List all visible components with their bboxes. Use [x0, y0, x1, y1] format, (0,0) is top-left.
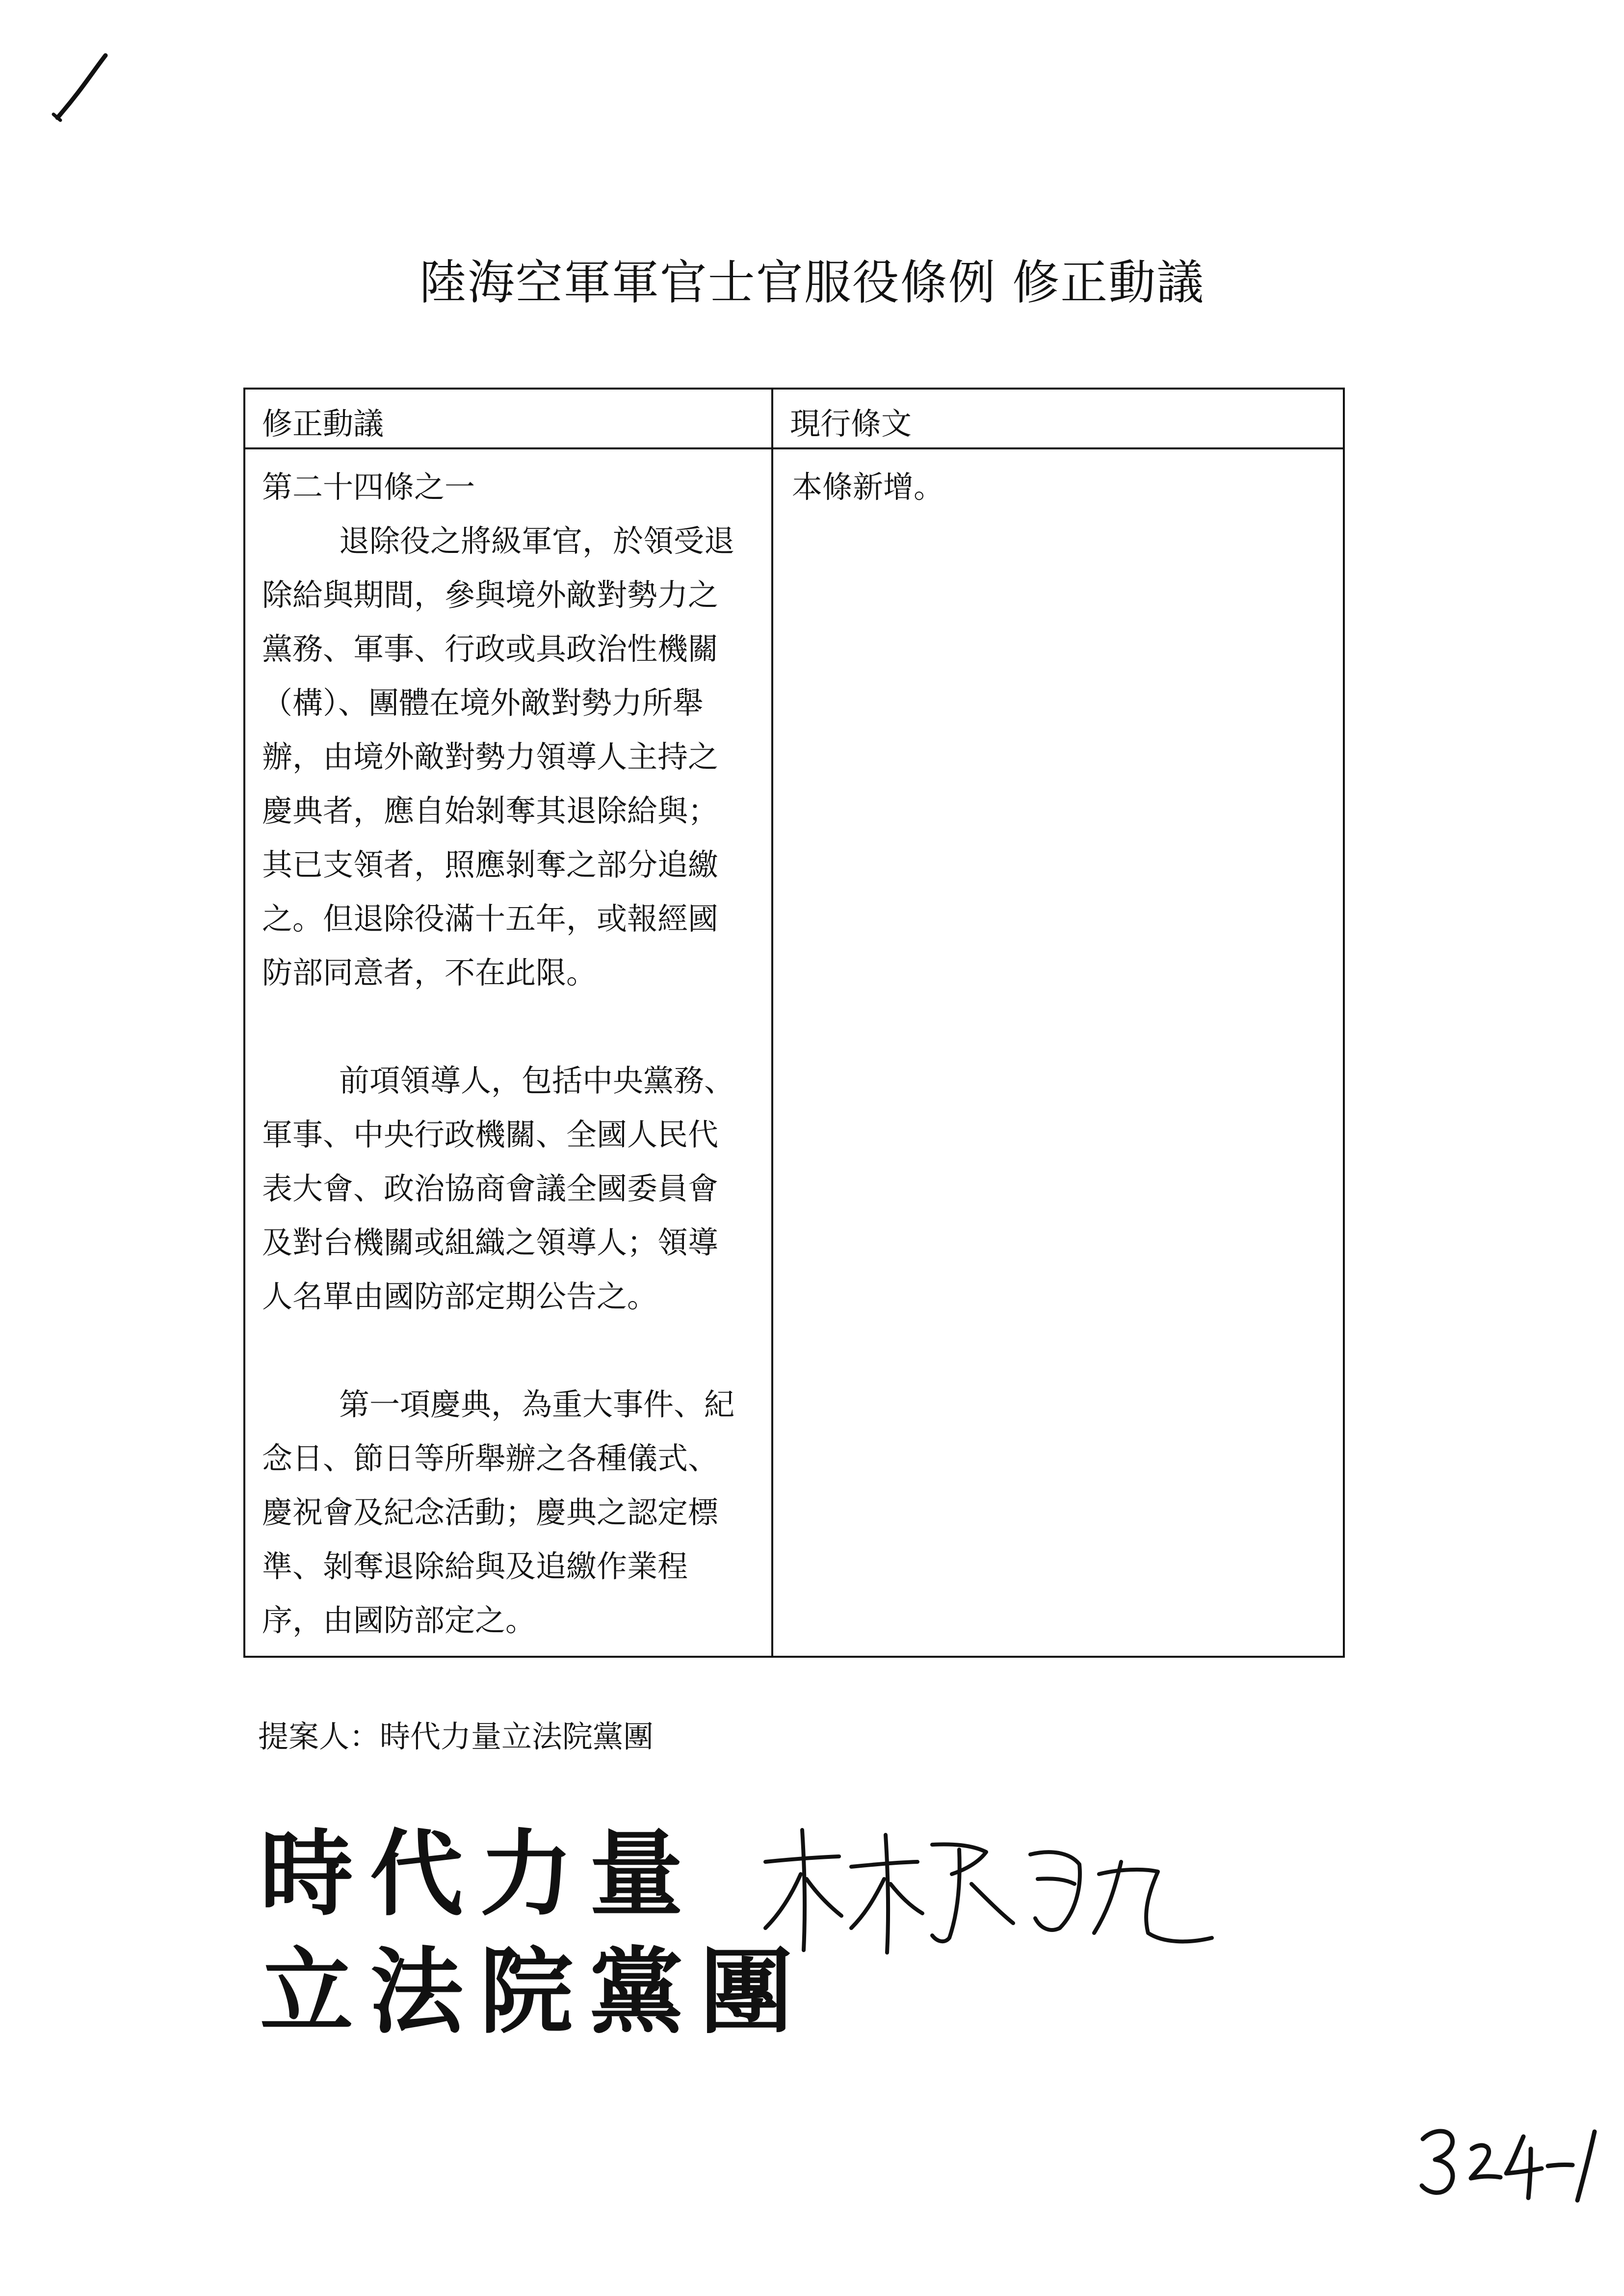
paragraph-2 — [262, 1054, 771, 1324]
header-cell-amendment — [245, 390, 773, 447]
paragraph-3 — [262, 1378, 771, 1647]
amendment-cell — [245, 449, 773, 1656]
header-cell-current — [773, 390, 1343, 447]
current-text-cell — [773, 449, 1343, 1656]
seal-line-1: 時代力量 — [260, 1819, 700, 1929]
text-line: 序，由國防部定之。 — [262, 1602, 536, 1638]
text-line: 防部同意者，不在此限。 — [262, 955, 597, 991]
text-line: 黨務、軍事、行政或具政治性機關 — [262, 631, 719, 667]
document-title: 陸海空軍軍官士官服役條例 修正動議 — [419, 255, 1205, 310]
current-text: 本條新增。 — [792, 469, 944, 505]
text-line: 表大會、政治協商會議全國委員會 — [262, 1171, 719, 1206]
text-line: （構）、團體在境外敵對勢力所舉 — [262, 685, 704, 721]
handwritten-signature — [756, 1815, 1227, 1962]
column-header-amendment: 修正動議 — [262, 406, 384, 442]
corner-mark — [47, 52, 115, 125]
text-line: 退除役之將級軍官，於領受退 — [339, 523, 735, 559]
party-seal-stamp — [260, 1815, 810, 2051]
table-body-row — [245, 449, 1343, 1656]
proposer-line: 提案人：時代力量立法院黨團 — [258, 1719, 654, 1754]
text-line: 辦，由境外敵對勢力領導人主持之 — [262, 739, 719, 775]
comparison-table — [243, 388, 1345, 1658]
text-line: 準、剝奪退除給與及追繳作業程 — [262, 1548, 688, 1584]
text-line: 其已支領者，照應剝奪之部分追繳 — [262, 847, 719, 883]
text-line: 慶典者，應自始剝奪其退除給與； — [262, 793, 719, 829]
column-header-current: 現行條文 — [790, 406, 912, 442]
article-number: 第二十四條之一 — [262, 469, 475, 505]
text-line: 第一項慶典，為重大事件、紀 — [339, 1386, 735, 1422]
text-line: 人名單由國防部定期公告之。 — [262, 1278, 658, 1314]
text-line: 念日、節日等所舉辦之各種儀式、 — [262, 1440, 719, 1476]
text-line: 軍事、中央行政機關、全國人民代 — [262, 1117, 719, 1152]
text-line: 及對台機關或組織之領導人；領導 — [262, 1225, 719, 1260]
table-header-row — [245, 390, 1343, 449]
text-line: 前項領導人，包括中央黨務、 — [339, 1063, 735, 1098]
seal-line-2: 立法院黨團 — [260, 1937, 810, 2046]
handwritten-page-number — [1413, 2119, 1609, 2208]
paragraph-1 — [262, 514, 771, 1000]
text-line: 除給與期間，參與境外敵對勢力之 — [262, 577, 719, 613]
text-line: 之。但退除役滿十五年，或報經國 — [262, 901, 719, 937]
text-line: 慶祝會及紀念活動；慶典之認定標 — [262, 1494, 719, 1530]
